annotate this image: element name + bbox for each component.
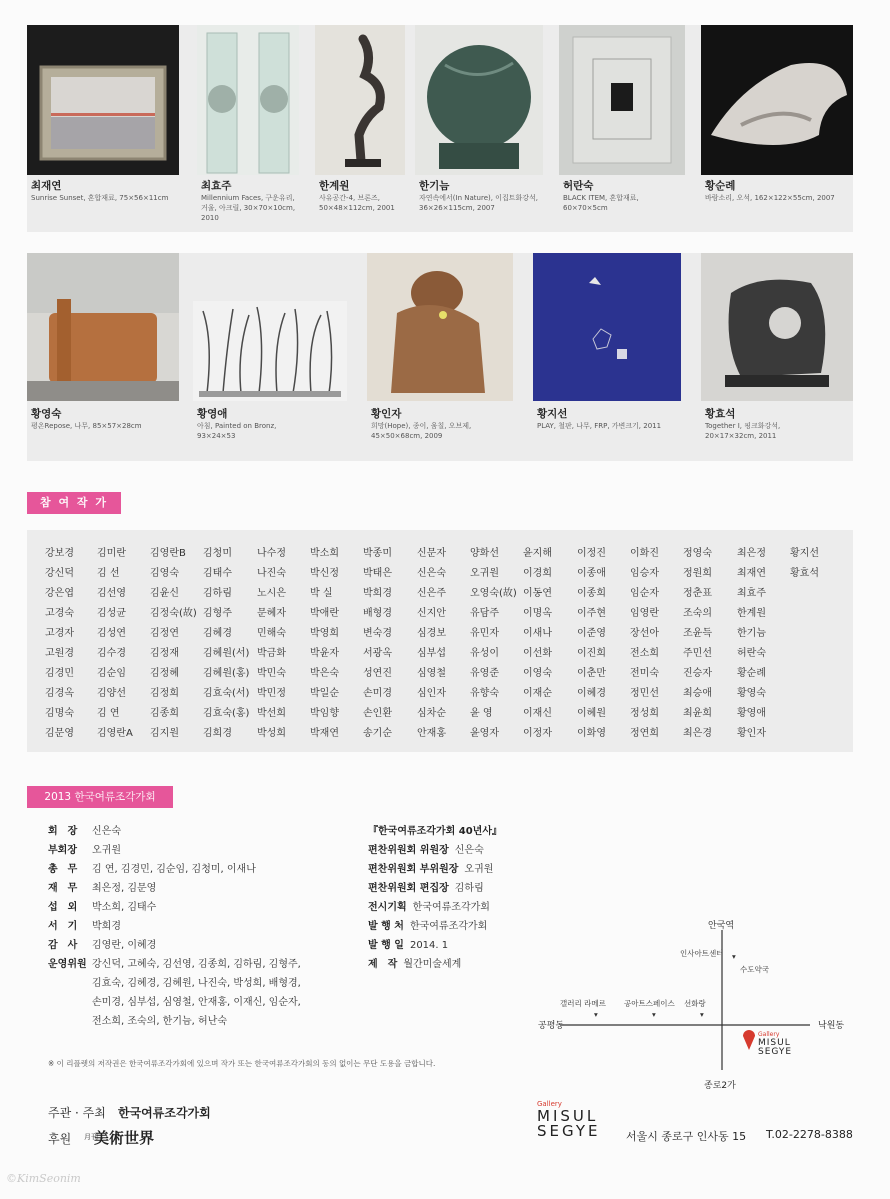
artwork-description: 평온Repose, 나무, 85×57×28cm <box>31 422 142 430</box>
participant-name: 이정자 <box>523 728 552 739</box>
participant-name: 배형경 <box>363 608 392 619</box>
participants-row <box>45 604 845 626</box>
participant-name: 박선희 <box>257 708 286 719</box>
participant-name: 김성균 <box>97 608 126 619</box>
participant-name: 서광옥 <box>363 648 392 659</box>
participant-name: 박일순 <box>310 688 339 699</box>
artwork-photo <box>315 25 405 175</box>
participant-name: 양화선 <box>470 548 499 559</box>
map-label-north: 안국역 <box>708 921 735 931</box>
map-spot: 수도약국 <box>740 965 769 974</box>
gallery-pin-icon <box>742 1030 756 1050</box>
participant-name: 신문자 <box>417 548 446 559</box>
participant-name: 박민숙 <box>257 668 286 679</box>
artwork-photo <box>193 301 347 401</box>
participant-name: 김경민 <box>45 668 74 679</box>
participant-name: 유민자 <box>470 628 499 639</box>
participant-name: 황영애 <box>737 708 766 719</box>
committee-row <box>48 936 156 951</box>
participant-name: 황순례 <box>737 668 766 679</box>
artwork-grid-row-1 <box>27 25 853 232</box>
participant-name: 정민선 <box>630 688 659 699</box>
sponsor-name: 美術世界 <box>94 1129 155 1147</box>
participant-name: 최재연 <box>737 568 766 579</box>
participant-name: 유성이 <box>470 648 499 659</box>
publication-row <box>368 879 484 894</box>
committee-role: 부회장 <box>48 845 77 856</box>
participant-name: 김청미 <box>203 548 232 559</box>
participant-name: 김순임 <box>97 668 126 679</box>
black-item-image <box>559 25 685 175</box>
gallery-phone: T.02-2278-8388 <box>766 1128 853 1141</box>
participant-name: 정연희 <box>630 728 659 739</box>
publication-role: 편찬위원회 위원장 <box>368 845 449 856</box>
participant-name: 최승애 <box>683 688 712 699</box>
participant-name: 신지안 <box>417 608 446 619</box>
participants-row <box>45 664 845 686</box>
publication-role: 편찬위원회 편집장 <box>368 883 449 894</box>
participant-name: 고원경 <box>45 648 74 659</box>
participant-name: 김수경 <box>97 648 126 659</box>
participant-name: 심경보 <box>417 628 446 639</box>
artwork-photo <box>701 25 853 175</box>
map-pin-icon: ▾ <box>700 1010 704 1019</box>
artwork-photo <box>701 253 853 401</box>
participant-name: 박임향 <box>310 708 339 719</box>
participant-name: 김종희 <box>150 708 179 719</box>
committee-row <box>48 993 301 1008</box>
map-spot: 공아트스페이스 <box>624 999 675 1008</box>
participant-name: 임영란 <box>630 608 659 619</box>
participant-name: 이종희 <box>577 588 606 599</box>
participant-name: 이혜원 <box>577 708 606 719</box>
committee-row <box>48 1012 227 1027</box>
publication-row <box>368 917 487 932</box>
participant-name: 김정재 <box>150 648 179 659</box>
participant-name: 유향숙 <box>470 688 499 699</box>
location-map <box>520 910 860 1100</box>
artwork-photo <box>415 25 543 175</box>
participant-name: 이화진 <box>630 548 659 559</box>
participant-name: 허란숙 <box>737 648 766 659</box>
participant-name: 고경숙 <box>45 608 74 619</box>
participant-name: 손미경 <box>363 688 392 699</box>
participant-name: 김태수 <box>203 568 232 579</box>
participant-name: 이재순 <box>523 688 552 699</box>
committee-row <box>48 974 301 989</box>
committee-members: 신은숙 <box>92 826 121 837</box>
artwork-description: 자연속에서(In Nature), 이집트화강석, 36×26×115cm, 2007 <box>419 194 538 212</box>
participants-row <box>45 644 845 666</box>
glass-panels-image <box>197 25 299 175</box>
participant-name: 나수정 <box>257 548 286 559</box>
participant-name: 이춘만 <box>577 668 606 679</box>
participant-name: 박민정 <box>257 688 286 699</box>
participant-name: 이선화 <box>523 648 552 659</box>
participant-name: 김정연 <box>150 628 179 639</box>
seated-figure-image <box>367 253 513 401</box>
participant-name: 정춘표 <box>683 588 712 599</box>
participant-name: 김효숙(서) <box>203 688 250 699</box>
participant-name: 김문영 <box>45 728 74 739</box>
committee-members: 김영란, 이혜경 <box>92 940 157 951</box>
committee-role: 운영위원 <box>48 959 87 970</box>
artwork-card <box>559 25 685 232</box>
committee-row <box>48 841 121 856</box>
participant-name: 김 선 <box>97 568 120 579</box>
committee-members: 전소희, 조숙의, 한기늠, 허난숙 <box>92 1016 227 1027</box>
sponsor-label: 후원 <box>48 1132 72 1146</box>
artwork-card <box>197 25 299 232</box>
participant-name: 김영란A <box>97 728 133 739</box>
participant-name: 송기순 <box>363 728 392 739</box>
participant-name: 한기늠 <box>737 628 766 639</box>
participant-name: 황영숙 <box>737 688 766 699</box>
map-label-west: 공평동 <box>538 1021 565 1031</box>
gallery-address: 서울시 종로구 인사동 15 <box>626 1130 747 1143</box>
participant-name: 박금화 <box>257 648 286 659</box>
participant-name: 이혜경 <box>577 688 606 699</box>
artist-name: 허란숙 <box>563 180 594 192</box>
committee-role: 감 사 <box>48 940 78 951</box>
artwork-card <box>27 25 179 232</box>
committee-role: 회 장 <box>48 826 78 837</box>
artwork-description: Sunrise Sunset, 혼합재료, 75×56×11cm <box>31 194 169 202</box>
participant-name: 박소희 <box>310 548 339 559</box>
participant-name: 박애란 <box>310 608 339 619</box>
artwork-photo <box>367 253 513 401</box>
artist-name: 최재연 <box>31 180 62 192</box>
participant-name: 이명옥 <box>523 608 552 619</box>
participant-name: 박재연 <box>310 728 339 739</box>
participant-name: 나진숙 <box>257 568 286 579</box>
participant-name: 이경희 <box>523 568 552 579</box>
participant-name: 김미란 <box>97 548 126 559</box>
committee-role: 총 무 <box>48 864 78 875</box>
artwork-photo <box>559 25 685 175</box>
publication-row <box>368 822 508 837</box>
participant-name: 오영숙(故) <box>470 588 517 599</box>
artwork-card <box>193 253 347 461</box>
map-label-south: 종로2가 <box>704 1081 736 1091</box>
artist-name: 황지선 <box>537 408 568 420</box>
participant-name: 신은주 <box>417 588 446 599</box>
participant-name: 최윤희 <box>683 708 712 719</box>
participant-name: 김정혜 <box>150 668 179 679</box>
participant-name: 윤 영 <box>470 708 493 719</box>
artwork-description: 바람소리, 오석, 162×122×55cm, 2007 <box>705 194 835 202</box>
artwork-photo <box>197 25 299 175</box>
publication-role: 발 행 처 <box>368 921 404 932</box>
participant-name: 손인환 <box>363 708 392 719</box>
participants-row <box>45 544 845 566</box>
participant-name: 윤영자 <box>470 728 499 739</box>
artist-name: 황효석 <box>705 408 736 420</box>
participant-name: 신은숙 <box>417 568 446 579</box>
publication-role: 발 행 일 <box>368 940 404 951</box>
participants-row <box>45 724 845 746</box>
participant-name: 박은숙 <box>310 668 339 679</box>
artwork-description: PLAY, 철판, 나무, FRP, 가변크기, 2011 <box>537 422 662 430</box>
participant-name: 정성희 <box>630 708 659 719</box>
publication-value: 오귀원 <box>464 864 494 875</box>
participant-name: 장선아 <box>630 628 659 639</box>
artwork-description: Millennium Faces, 구운유리, 거울, 아크릴, 30×70×10cm, 2010 <box>201 194 296 222</box>
artwork-card <box>415 25 543 232</box>
participant-name: 주민선 <box>683 648 712 659</box>
map-label-east: 낙원동 <box>818 1021 845 1031</box>
artwork-description: 사유공간-4, 브론즈, 50×48×112cm, 2001 <box>319 194 395 212</box>
map-pin-icon: ▾ <box>732 952 736 961</box>
participant-name: 이새나 <box>523 628 552 639</box>
host-name: 한국여류조각가회 <box>118 1106 211 1120</box>
committee-members: 손미경, 심부섭, 심영철, 안재홍, 이재신, 임순자, <box>92 997 301 1008</box>
granite-disc-image <box>415 25 543 175</box>
participants-row <box>45 584 845 606</box>
artwork-description: 아침, Painted on Bronz, 93×24×53 <box>197 422 277 440</box>
committee-row <box>48 860 256 875</box>
committee-members: 오귀원 <box>92 845 121 856</box>
publication-value: 신은숙 <box>454 845 484 856</box>
participant-name: 황인자 <box>737 728 766 739</box>
participant-name: 박종미 <box>363 548 392 559</box>
map-spot: 선화랑 <box>684 999 706 1008</box>
artist-name: 한계원 <box>319 180 350 192</box>
artwork-description: Together I, 핑크화강석, 20×17×32cm, 2011 <box>705 422 781 440</box>
watermark: ©KimSeonim <box>6 1172 81 1185</box>
participant-name: 오귀원 <box>470 568 499 579</box>
participant-name: 김영숙 <box>150 568 179 579</box>
publication-value: 2014. 1 <box>409 940 449 951</box>
participant-name: 김정숙(故) <box>150 608 197 619</box>
participant-name: 박희경 <box>363 588 392 599</box>
participant-name: 황효석 <box>790 568 819 579</box>
committee-row <box>48 879 156 894</box>
artist-name: 황영숙 <box>31 408 62 420</box>
map-spot: 인사아트센터 <box>680 949 724 958</box>
publication-row <box>368 898 490 913</box>
committee-row <box>48 822 121 837</box>
participant-name: 이진희 <box>577 648 606 659</box>
bronze-figure-image <box>315 25 405 175</box>
sponsor-small: 月刊 <box>84 1133 98 1141</box>
artwork-card <box>315 25 405 232</box>
artwork-card <box>367 253 513 461</box>
committee-row <box>48 955 301 970</box>
artist-name: 황영애 <box>197 408 228 420</box>
publication-role: 제 작 <box>368 959 398 970</box>
participant-name: 정원희 <box>683 568 712 579</box>
artwork-card <box>701 253 853 461</box>
participant-name: 황지선 <box>790 548 819 559</box>
committee-members: 김효숙, 김혜경, 김혜원, 나진숙, 박성희, 배형경, <box>92 978 301 989</box>
participant-name: 김 연 <box>97 708 120 719</box>
participant-name: 김혜원(홍) <box>203 668 250 679</box>
participant-name: 유담주 <box>470 608 499 619</box>
artwork-card <box>27 253 179 461</box>
artwork-photo <box>533 253 681 401</box>
participant-name: 김혜원(서) <box>203 648 250 659</box>
participant-name: 이종애 <box>577 568 606 579</box>
participants-heading: 참 여 작 가 <box>27 492 121 514</box>
publication-row <box>368 841 484 856</box>
participant-name: 심차순 <box>417 708 446 719</box>
map-pin-icon: ▾ <box>594 1010 598 1019</box>
committee-members: 최은정, 김문영 <box>92 883 157 894</box>
participant-name: 민해숙 <box>257 628 286 639</box>
publication-value: 한국여류조각가회 <box>409 921 488 932</box>
participant-name: 이주현 <box>577 608 606 619</box>
participant-name: 임순자 <box>630 588 659 599</box>
artwork-card <box>701 25 853 232</box>
participant-name: 변숙경 <box>363 628 392 639</box>
participant-name: 최은정 <box>737 548 766 559</box>
participant-name: 심영철 <box>417 668 446 679</box>
map-gallery-logo: Gallery MISUL SEGYE <box>758 1031 793 1057</box>
participant-name: 문혜자 <box>257 608 286 619</box>
participant-name: 김희경 <box>203 728 232 739</box>
artwork-card <box>533 253 681 461</box>
participant-name: 김하림 <box>203 588 232 599</box>
participant-name: 박태은 <box>363 568 392 579</box>
artist-name: 최효주 <box>201 180 232 192</box>
map-spot: 갤러리 라메르 <box>560 999 606 1008</box>
participant-name: 유영준 <box>470 668 499 679</box>
committee-role: 서 기 <box>48 921 78 932</box>
participant-name: 김형주 <box>203 608 232 619</box>
committee-heading: 2013 한국여류조각가회 <box>27 786 173 808</box>
participant-name: 김양선 <box>97 688 126 699</box>
publication-value: 한국여류조각가회 <box>412 902 490 913</box>
participant-name: 전미숙 <box>630 668 659 679</box>
participant-name: 임승자 <box>630 568 659 579</box>
granite-ring-image <box>701 253 853 401</box>
publication-row <box>368 860 493 875</box>
committee-members: 박희경 <box>92 921 121 932</box>
participant-name: 최은경 <box>683 728 712 739</box>
stone-sculpture-image <box>701 25 853 175</box>
participant-name: 김경옥 <box>45 688 74 699</box>
framed-painting-image <box>27 25 179 175</box>
participant-name: 강신덕 <box>45 568 74 579</box>
committee-row <box>48 917 121 932</box>
participant-name: 전소희 <box>630 648 659 659</box>
participant-name: 조숙의 <box>683 608 712 619</box>
participant-name: 김선영 <box>97 588 126 599</box>
participants-row <box>45 684 845 706</box>
committee-role: 섭 외 <box>48 902 78 913</box>
participant-name: 조윤득 <box>683 628 712 639</box>
blue-installation-image <box>533 253 681 401</box>
participant-name: 한계원 <box>737 608 766 619</box>
publication-row <box>368 936 448 951</box>
host-label: 주관 · 주최 <box>48 1106 106 1120</box>
participant-name: 정영숙 <box>683 548 712 559</box>
artwork-photo <box>27 25 179 175</box>
publication-value: 김하림 <box>454 883 484 894</box>
participants-row <box>45 624 845 646</box>
committee-row <box>48 898 156 913</box>
participant-name: 최효주 <box>737 588 766 599</box>
committee-members: 박소희, 김태수 <box>92 902 157 913</box>
participant-name: 안재홍 <box>417 728 446 739</box>
participant-name: 이영숙 <box>523 668 552 679</box>
artwork-photo <box>27 253 179 401</box>
committee-role: 재 무 <box>48 883 78 894</box>
participant-name: 이준영 <box>577 628 606 639</box>
participant-name: 이정진 <box>577 548 606 559</box>
participant-name: 박윤자 <box>310 648 339 659</box>
participant-name: 김영란B <box>150 548 186 559</box>
participant-name: 박영희 <box>310 628 339 639</box>
copyright-note: ※ 이 리플렛의 저작권은 한국여류조각가회에 있으며 작가 또는 한국여류조각가회의 동의 없이는 무단 도용을 금합니다. <box>48 1059 436 1068</box>
participants-row <box>45 564 845 586</box>
participant-name: 고경자 <box>45 628 74 639</box>
participant-name: 심인자 <box>417 688 446 699</box>
artwork-grid-row-2 <box>27 253 853 461</box>
participant-name: 박성희 <box>257 728 286 739</box>
participant-name: 이화영 <box>577 728 606 739</box>
participant-name: 김명숙 <box>45 708 74 719</box>
publication-value: 월간미술세계 <box>403 959 462 970</box>
participant-name: 김정희 <box>150 688 179 699</box>
participant-name: 김윤신 <box>150 588 179 599</box>
participants-row <box>45 704 845 726</box>
map-pin-icon: ▾ <box>652 1010 656 1019</box>
artwork-description: BLACK ITEM, 혼합재료, 60×70×5cm <box>563 194 639 212</box>
participant-name: 강보경 <box>45 548 74 559</box>
participant-name: 강은엽 <box>45 588 74 599</box>
participant-name: 이동연 <box>523 588 552 599</box>
publication-role: 전시기획 <box>368 902 407 913</box>
participant-name: 박신정 <box>310 568 339 579</box>
bronze-reeds-image <box>193 301 347 401</box>
wooden-sculpture-image <box>27 253 179 401</box>
participant-name: 김효숙(홍) <box>203 708 250 719</box>
artist-name: 황인자 <box>371 408 402 420</box>
participant-name: 성연진 <box>363 668 392 679</box>
publication-role: 편찬위원회 부위원장 <box>368 864 459 875</box>
committee-members: 강신덕, 고혜숙, 김선영, 김종희, 김하림, 김형주, <box>92 959 301 970</box>
participants-list <box>27 530 853 752</box>
gallery-logo: Gallery MISUL SEGYE <box>537 1100 601 1140</box>
artwork-description: 희망(Hope), 종이, 움칠, 오브제, 45×50×68cm, 2009 <box>371 422 472 440</box>
publication-role: 『한국여류조각가회 40년사』 <box>368 826 502 837</box>
participant-name: 진승자 <box>683 668 712 679</box>
participant-name: 김성연 <box>97 628 126 639</box>
artist-name: 황순례 <box>705 180 736 192</box>
artist-name: 한기늠 <box>419 180 450 192</box>
participant-name: 김지원 <box>150 728 179 739</box>
committee-members: 김 연, 김경민, 김순임, 김청미, 이새나 <box>92 864 256 875</box>
publication-row <box>368 955 461 970</box>
participant-name: 노시은 <box>257 588 286 599</box>
participant-name: 심부섭 <box>417 648 446 659</box>
participant-name: 박 실 <box>310 588 333 599</box>
participant-name: 김혜경 <box>203 628 232 639</box>
participant-name: 윤지해 <box>523 548 552 559</box>
participant-name: 이재신 <box>523 708 552 719</box>
